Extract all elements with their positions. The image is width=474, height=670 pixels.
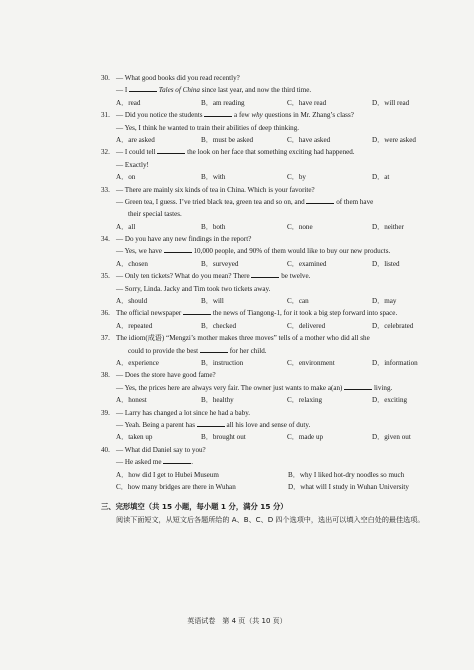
option-b: B．surveyed	[201, 259, 239, 268]
answer-blank	[163, 456, 191, 464]
option-b: B．will	[201, 297, 224, 306]
option-c: C．examined	[287, 259, 327, 268]
question-number: 38.	[101, 371, 110, 380]
option-d: D．will read	[372, 98, 410, 107]
options-row	[0, 357, 474, 369]
question-text: — Larry has changed a lot since he had a baby.	[116, 408, 251, 417]
options-row	[0, 481, 474, 493]
answer-blank	[183, 307, 211, 315]
option-c: C．have read	[287, 98, 327, 107]
option-a: A．are asked	[116, 135, 155, 144]
section-title: 三、完形填空（共 15 小题，每小题 1 分，满分 15 分）	[101, 502, 288, 511]
answer-blank	[204, 109, 232, 117]
question-text: — Yes, I think he wanted to train their abilities of deep thinking.	[116, 123, 300, 132]
options-row	[0, 469, 474, 481]
question-number: 33.	[101, 185, 110, 194]
question-text: — Sorry, Linda. Jacky and Tim took two tickets away.	[116, 284, 271, 293]
option-b: B．must be asked	[201, 135, 254, 144]
question-line	[0, 245, 474, 257]
question-stem	[0, 146, 474, 158]
question-stem	[0, 270, 474, 282]
option-a: A．on	[116, 173, 136, 182]
question-text: could to provide the best for her child.	[128, 346, 267, 355]
option-a: A．read	[116, 98, 141, 107]
question-number: 39.	[101, 408, 110, 417]
option-d: D．listed	[372, 259, 400, 268]
question-number: 30.	[101, 74, 110, 82]
question-line	[0, 456, 474, 468]
question-line	[0, 283, 474, 295]
question-stem	[0, 233, 474, 245]
question-text: their special tastes.	[128, 210, 182, 219]
question-text: — Yes, the prices here are always very fair. The owner just wants to make a(an) living.	[116, 383, 393, 392]
option-b: B．instruction	[201, 358, 244, 367]
question-stem	[0, 407, 474, 419]
options-row	[0, 221, 474, 233]
option-d: D．given out	[372, 433, 411, 442]
question-number: 32.	[101, 148, 110, 157]
answer-blank	[251, 270, 279, 278]
question-number: 37.	[101, 334, 110, 343]
option-b: B．why I liked hot-dry noodles so much	[288, 470, 405, 479]
question-text: — Green tea, I guess. I’ve tried black tea, green tea and so on, and of them have	[116, 197, 374, 206]
option-c: C．have asked	[287, 135, 331, 144]
options-row	[0, 134, 474, 146]
option-a: A．should	[116, 297, 148, 306]
question-number: 40.	[101, 445, 110, 454]
option-c: C．how many bridges are there in Wuhan	[116, 482, 236, 491]
question-text: — Yeah. Being a parent has all his love and sense of duty.	[116, 420, 311, 429]
question-stem	[0, 369, 474, 381]
option-a: A．all	[116, 222, 136, 231]
option-c: C．environment	[287, 358, 335, 367]
options-row	[0, 258, 474, 270]
answer-blank	[129, 84, 157, 92]
question-text: — Did you notice the students a few why questions in Mr. Zhang’s class?	[116, 111, 354, 120]
option-d: D．exciting	[372, 396, 408, 405]
answer-blank	[164, 245, 192, 253]
option-d: D．information	[372, 358, 418, 367]
question-number: 35.	[101, 272, 110, 281]
question-text: — Exactly!	[116, 160, 149, 169]
question-text: — What good books did you read recently?	[116, 74, 240, 82]
option-c: C．relaxing	[287, 396, 323, 405]
question-number: 31.	[101, 111, 110, 120]
option-c: C．made up	[287, 433, 324, 442]
option-a: A．how did I get to Hubei Museum	[116, 470, 219, 479]
answer-blank	[344, 382, 372, 390]
question-stem	[0, 332, 474, 344]
question-text: — He asked me .	[116, 458, 194, 467]
option-a: A．taken up	[116, 433, 153, 442]
question-stem	[0, 307, 474, 319]
option-a: A．experience	[116, 358, 159, 367]
option-d: D．what will I study in Wuhan University	[288, 482, 409, 491]
option-a: A．honest	[116, 396, 147, 405]
question-stem	[0, 444, 474, 456]
question-line	[0, 84, 474, 96]
question-text: — Yes, we have 10,000 people, and 90% of them would like to buy our new products.	[116, 247, 391, 256]
question-text: — What did Daniel say to you?	[116, 445, 206, 454]
option-d: D．at	[372, 173, 390, 182]
option-c: C．by	[287, 173, 306, 182]
question-text: — I could tell the look on her face that something exciting had happened.	[116, 148, 355, 157]
options-row	[0, 295, 474, 307]
options-row	[0, 394, 474, 406]
option-c: C．can	[287, 297, 309, 306]
question-line	[0, 122, 474, 134]
option-d: D．may	[372, 297, 397, 306]
question-line	[0, 419, 474, 431]
option-a: A．chosen	[116, 259, 148, 268]
question-text: — Only ten tickets? What do you mean? There be twelve.	[116, 272, 311, 281]
options-row	[0, 171, 474, 183]
option-b: B．both	[201, 222, 226, 231]
answer-blank	[157, 146, 185, 154]
question-number: 36.	[101, 309, 110, 318]
question-number: 34.	[101, 235, 110, 244]
question-stem	[0, 184, 474, 196]
option-b: B．am reading	[201, 98, 245, 107]
option-d: D．celebrated	[372, 321, 414, 330]
option-b: B．healthy	[201, 396, 234, 405]
answer-blank	[200, 345, 228, 353]
options-row	[0, 320, 474, 332]
question-line	[0, 345, 474, 357]
option-b: B．brought out	[201, 433, 246, 442]
options-row	[0, 431, 474, 443]
question-line	[0, 196, 474, 208]
page-footer: 英语试卷 第 4 页（共 10 页）	[187, 617, 287, 625]
question-text: The official newspaper the news of Tiangong-1, for it took a big step forward into space.	[116, 309, 398, 318]
question-text: — Does the store have good fame?	[116, 371, 216, 380]
option-c: C．none	[287, 222, 313, 231]
question-stem	[0, 109, 474, 121]
option-b: B．with	[201, 173, 226, 182]
option-d: D．were asked	[372, 135, 416, 144]
options-row	[0, 97, 474, 109]
question-text: — There are mainly six kinds of tea in China. Which is your favorite?	[116, 185, 315, 194]
question-line	[0, 208, 474, 220]
question-line	[0, 382, 474, 394]
option-c: C．delivered	[287, 321, 326, 330]
question-text: The idiom(成语) “Mengzi’s mother makes three moves” tells of a mother who did all she	[116, 334, 370, 343]
question-list	[0, 72, 474, 493]
question-text: — I Tales of China since last year, and now the third time.	[116, 86, 312, 95]
option-a: A．repeated	[116, 321, 153, 330]
answer-blank	[197, 419, 225, 427]
question-text: — Do you have any new findings in the report?	[116, 235, 252, 244]
section-directions: 阅读下面短文，从短文后各题所给的 A、B、C、D 四个选项中，选出可以填入空白处的最佳选项。	[116, 515, 425, 524]
question-stem	[0, 72, 474, 84]
answer-blank	[306, 196, 334, 204]
option-b: B．checked	[201, 321, 237, 330]
option-d: D．neither	[372, 222, 404, 231]
question-line	[0, 159, 474, 171]
